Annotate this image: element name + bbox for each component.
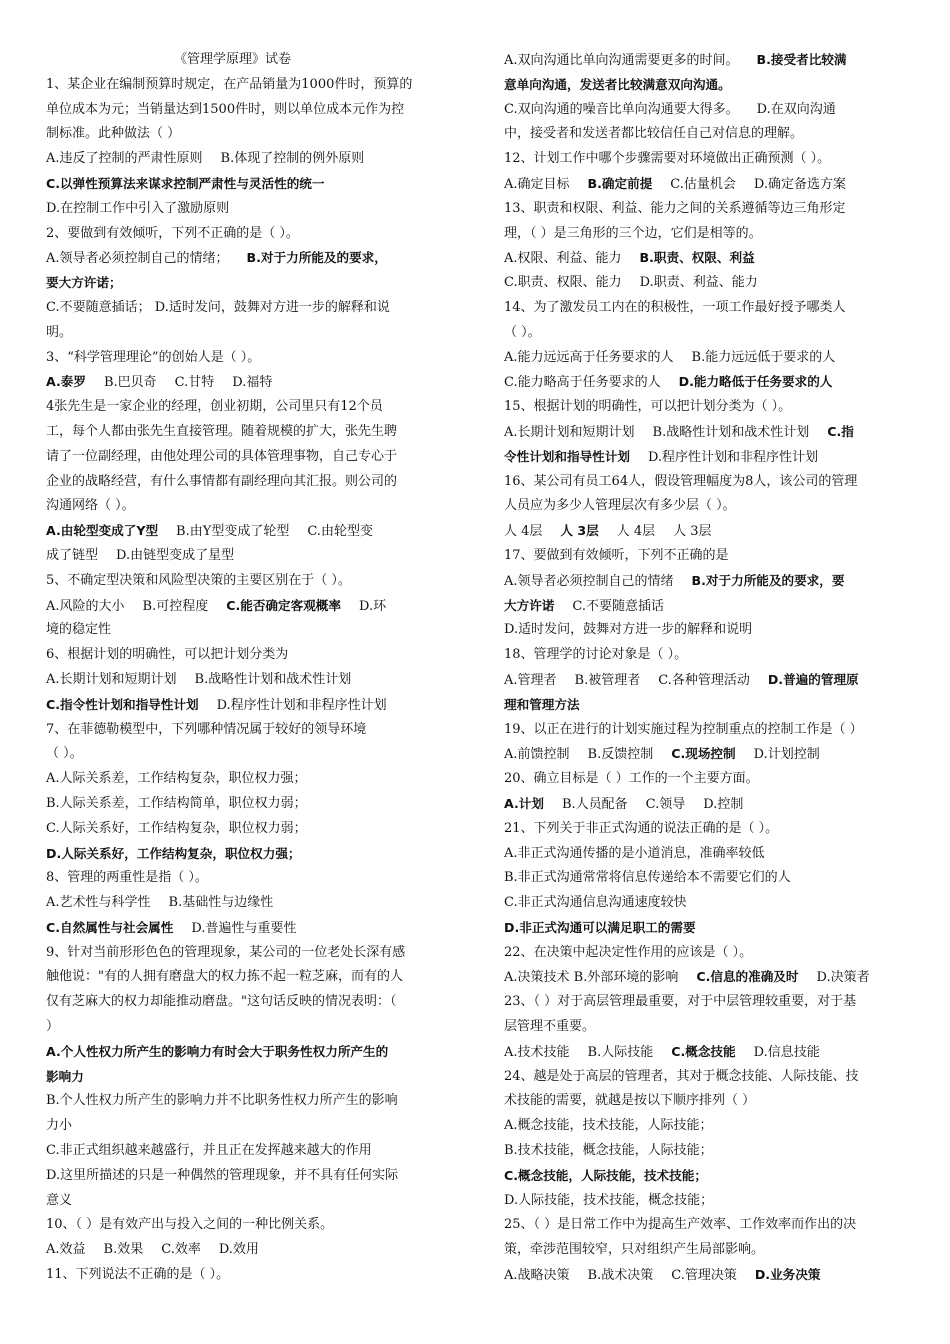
text-line: 单位成本为元；当销量达到1500件时，则以单位成本元作为控 [46,101,405,117]
option: C.由轮型变 [307,524,373,540]
option: A.技术技能 [504,1044,570,1060]
correct-option: 人 3层 [560,523,599,539]
options-line [504,48,904,73]
text-line: 7、在菲德勒模型中，下列哪种情况属于较好的领导环境 [46,721,367,737]
option: 成了链型 [46,547,99,563]
correct-option: C.指 [827,423,854,439]
option: B.战术决策 [587,1268,654,1284]
correct-option: B.职责、权限、利益 [639,250,755,266]
text-line: 请了一位副经理，由他处理公司的具体管理事物，自己专心于 [46,448,398,464]
options-line [46,891,446,916]
option: D.在双向沟通 [756,101,836,117]
answer-line: 意单向沟通，发送者比较满意双向沟通。 [504,76,731,92]
option: D.信息技能 [753,1044,820,1060]
answer-line: 理和管理方法 [504,696,580,712]
option: A.长期计划和短期计划 [46,671,177,687]
text-line: 20、确立目标是（ ）工作的一个主要方面。 [504,771,759,787]
correct-option: 令性计划和指导性计划 [504,448,630,464]
text-line: 24、越是处于高层的管理者，其对于概念技能、人际技能、技 [504,1068,859,1084]
option: C.甘特 [174,375,215,391]
text-line: （ ）。 [504,324,541,340]
option: C.双向沟通的噪音比单向沟通要大得多。 [504,101,739,117]
text-line: B.个人性权力所产生的影响力并不比职务性权力所产生的影响 [46,1093,398,1109]
text-line: 22、在决策中起决定性作用的应该是（ ）。 [504,944,753,960]
answer-line: D.非正式沟通可以满足职工的需要 [504,919,696,935]
text-line: 人员应为多少人管理层次有多少层（ ）。 [504,498,736,514]
option: D.效用 [218,1242,259,1258]
text-line: 13、职责和权限、利益、能力之间的关系遵循等边三角形定 [504,200,846,216]
text-line: A.概念技能，技术技能，人际技能； [504,1118,713,1134]
option: B.巴贝奇 [103,375,157,391]
text-line: 23、（ ）对于高层管理最重要，对于中层管理较重要，对于基 [504,994,857,1010]
correct-option: B.对于力所能及的要求， [246,250,387,266]
text-line: D.在控制工作中引入了激励原则 [46,200,230,216]
options-line [504,172,904,197]
text-line: （ ）。 [46,746,83,762]
answer-line: 影响力 [46,1068,84,1084]
right-question-list [504,48,904,1288]
option: B.反馈控制 [587,747,654,763]
options-line [46,693,446,718]
option: 人 3层 [673,524,712,540]
text-line: A.人际关系差，工作结构复杂，职位权力强； [46,771,307,787]
correct-option: B.确定前提 [587,175,653,191]
option: A.领导者必须控制自己的情绪 [504,573,674,589]
option: A.前馈控制 [504,747,570,763]
correct-option: D.普遍的管理原 [767,671,859,687]
option: A.风险的大小 [46,598,125,614]
option: B.基础性与边缘性 [168,895,274,911]
options-line [504,1263,904,1288]
correct-option: B.接受者比较满 [756,52,847,67]
answer-line: D.人际关系好，工作结构复杂，职位权力强； [46,845,301,861]
correct-option: C.自然属性与社会属性 [46,919,174,935]
options-line [46,1238,446,1263]
text-line: 19、以正在进行的计划实施过程为控制重点的控制工作是（ ） [504,721,863,737]
options-line [504,1040,904,1065]
option: C.效率 [161,1242,201,1258]
options-line [504,420,904,445]
option: D.确定备选方案 [753,176,847,192]
option: B.体现了控制的例外原则 [220,151,365,167]
correct-option: C.概念技能 [671,1043,736,1059]
options-line [46,668,446,693]
correct-option: B.对于力所能及的要求，要 [691,572,845,588]
options-line [504,346,904,371]
text-line: 10、（ ）是有效产出与投入之间的一种比例关系。 [46,1217,334,1233]
text-line: 理，（ ）是三角形的三个边，它们是相等的。 [504,225,762,241]
text-line: D.这里所描述的只是一种偶然的管理现象，并不具有任何实际 [46,1167,399,1183]
right-column [504,48,904,1288]
options-line [46,594,446,619]
options-line [504,965,904,990]
option: D.程序性计划和非程序性计划 [647,449,819,465]
option: C.管理决策 [671,1268,737,1284]
options-line [504,370,904,395]
text-line: 16、某公司有员工64人，假设管理幅度为8人，该公司的管理 [504,473,858,489]
options-line [504,668,904,693]
options-line [504,594,904,619]
text-line: 25、（ ）是日常工作中为提高生产效率、工作效率而作出的决 [504,1217,857,1233]
text-line: 中，接受者和发送者都比较信任自己对信息的理解。 [504,126,804,142]
text-line: D.人际技能，技术技能，概念技能； [504,1192,714,1208]
options-line [46,147,446,172]
options-line [504,98,904,123]
answer-line: A.个人性权力所产生的影响力有时会大于职务性权力所产生的 [46,1043,389,1059]
text-line: ） [46,1019,60,1035]
text-line: 明。 [46,324,73,340]
option: A.决策技术 B.外部环境的影响 [504,970,679,986]
option: D.决策者 [816,970,870,986]
options-line [504,271,904,296]
options-line [46,519,446,544]
option: C.领导 [645,796,686,812]
option: D.由链型变成了星型 [116,547,235,563]
option: D.程序性计划和非程序性计划 [216,697,387,713]
correct-option: C.信息的准确及时 [696,969,799,985]
correct-option: 大方许诺 [504,597,555,613]
option: D.计划控制 [753,747,820,763]
option: D.控制 [703,796,744,812]
text-line: B.技术技能，概念技能，人际技能； [504,1143,713,1159]
text-line: 12、计划工作中哪个步骤需要对环境做出正确预测（ ）。 [504,151,831,167]
text-line: C.人际关系好，工作结构复杂，职位权力弱； [46,820,307,836]
option: D.环 [359,598,387,614]
answer-line: C.概念技能，人际技能，技术技能； [504,1167,707,1183]
text-line: 触他说："有的人拥有磨盘大的权力拣不起一粒芝麻，而有的人 [46,969,403,985]
option: A.权限、利益、能力 [504,251,622,267]
option: C.不要随意插话 [572,598,664,614]
correct-option: A.由轮型变成了Y型 [46,523,159,539]
text-line: 14、为了激发员工内在的积极性，一项工作最好授予哪类人 [504,299,846,315]
text-line: B.非正式沟通常常将信息传递给本不需要它们的人 [504,870,791,886]
option: A.双向沟通比单向沟通需要更多的时间。 [504,53,739,68]
options-line [46,544,446,569]
option: D.福特 [232,375,273,391]
text-line: 2、要做到有效倾听，下列不正确的是（ ）。 [46,225,299,241]
option: A.领导者必须控制自己的情绪； [46,251,229,267]
options-line [46,246,446,271]
option: C.能力略高于任务要求的人 [504,375,661,391]
option: A.战略决策 [504,1268,570,1284]
text-line: C.不要随意插话； D.适时发问，鼓舞对方进一步的解释和说 [46,299,390,315]
text-line: 18、管理学的讨论对象是（ ）。 [504,647,688,663]
text-line: D.适时发问，鼓舞对方进一步的解释和说明 [504,622,753,638]
text-line: A.非正式沟通传播的是小道消息，准确率较低 [504,845,765,861]
option: 人 4层 [616,524,656,540]
option: A.长期计划和短期计划 [504,424,635,440]
option: B.被管理者 [574,672,641,688]
option: B.由Y型变成了轮型 [176,524,290,540]
text-line: 沟通网络（ ）。 [46,498,135,514]
left-question-list [46,73,446,1288]
option: B.可控程度 [142,598,209,614]
correct-option: C.现场控制 [671,746,736,762]
text-line: 15、根据计划的明确性，可以把计划分类为（ ）。 [504,399,792,415]
exam-title: 《管理学原理》试卷 [174,52,292,67]
options-line [46,916,446,941]
text-line: 9、针对当前形形色色的管理现象，某公司的一位老处长深有感 [46,944,406,960]
options-line [46,370,446,395]
options-line [504,445,904,470]
options-line [504,792,904,817]
text-line: B.人际关系差，工作结构简单，职位权力弱； [46,795,307,811]
options-line [504,742,904,767]
text-line: 6、根据计划的明确性，可以把计划分类为 [46,647,289,663]
text-line: 8、管理的两重性是指（ ）。 [46,870,208,886]
correct-option: A.计划 [504,795,544,811]
answer-line: 要大方许诺； [46,275,122,291]
option: A.效益 [46,1242,86,1258]
left-column [46,48,446,1288]
options-line [504,246,904,271]
option: A.艺术性与科学性 [46,895,151,911]
text-line: C.非正式沟通信息沟通速度较快 [504,895,687,911]
option: D.职责、利益、能力 [639,275,758,291]
option: A.确定目标 [504,176,570,192]
option: B.效果 [103,1242,144,1258]
correct-option: C.能否确定客观概率 [226,597,341,613]
option: A.违反了控制的严肃性原则 [46,151,203,167]
correct-option: D.能力略低于任务要求的人 [678,374,833,390]
option: B.能力远远低于要求的人 [691,349,836,365]
text-line: 力小 [46,1118,73,1134]
correct-option: D.业务决策 [754,1267,821,1283]
option: B.战略性计划和战术性计划 [652,424,810,440]
text-line: 术技能的需要，就越是按以下顺序排列（ ） [504,1093,756,1109]
option: C.估量机会 [670,176,736,192]
text-line: 5、不确定型决策和风险型决策的主要区别在于（ ）。 [46,572,351,588]
option: B.战略性计划和战术性计划 [194,671,352,687]
text-line: 制标准。此种做法（ ） [46,126,181,142]
options-line [504,569,904,594]
text-line: 层管理不重要。 [504,1019,596,1035]
text-line: 企业的战略经营，有什么事情都有副经理向其汇报。则公司的 [46,473,398,489]
option: C.职责、权限、能力 [504,275,622,291]
text-line: 1、某企业在编制预算时规定，在产品销量为1000件时，预算的 [46,76,413,92]
answer-line: C.以弹性预算法来谋求控制严肃性与灵活性的统一 [46,175,325,191]
option: B.人员配备 [561,796,628,812]
text-line: 11、下列说法不正确的是（ ）。 [46,1267,230,1283]
text-line: 21、下列关于非正式沟通的说法正确的是（ ）。 [504,820,779,836]
text-line: 仅有芝麻大的权力却能推动磨盘。"这句话反映的情况表明：（ [46,994,397,1010]
text-line: 工，每个人都由张先生直接管理。随着规模的扩大，张先生聘 [46,423,398,439]
option: B.人际技能 [587,1044,654,1060]
text-line: 4张先生是一家企业的经理，创业初期，公司里只有12个员 [46,399,383,415]
text-line: 境的稳定性 [46,622,112,638]
options-line [504,519,904,544]
option: D.普遍性与重要性 [191,920,297,936]
text-line: C.非正式组织越来越盛行，并且正在发挥越来越大的作用 [46,1143,372,1159]
correct-option: A.泰罗 [46,374,86,390]
text-line: 意义 [46,1192,73,1208]
option: C.各种管理活动 [658,672,750,688]
option: A.管理者 [504,672,557,688]
option: 人 4层 [504,524,543,540]
correct-option: C.指令性计划和指导性计划 [46,696,199,712]
option: A.能力远远高于任务要求的人 [504,349,674,365]
text-line: 策，牵涉范围较窄，只对组织产生局部影响。 [504,1242,765,1258]
text-line: 17、要做到有效倾听，下列不正确的是 [504,547,729,563]
text-line: 3、“科学管理理论”的创始人是（ ）。 [46,349,261,365]
